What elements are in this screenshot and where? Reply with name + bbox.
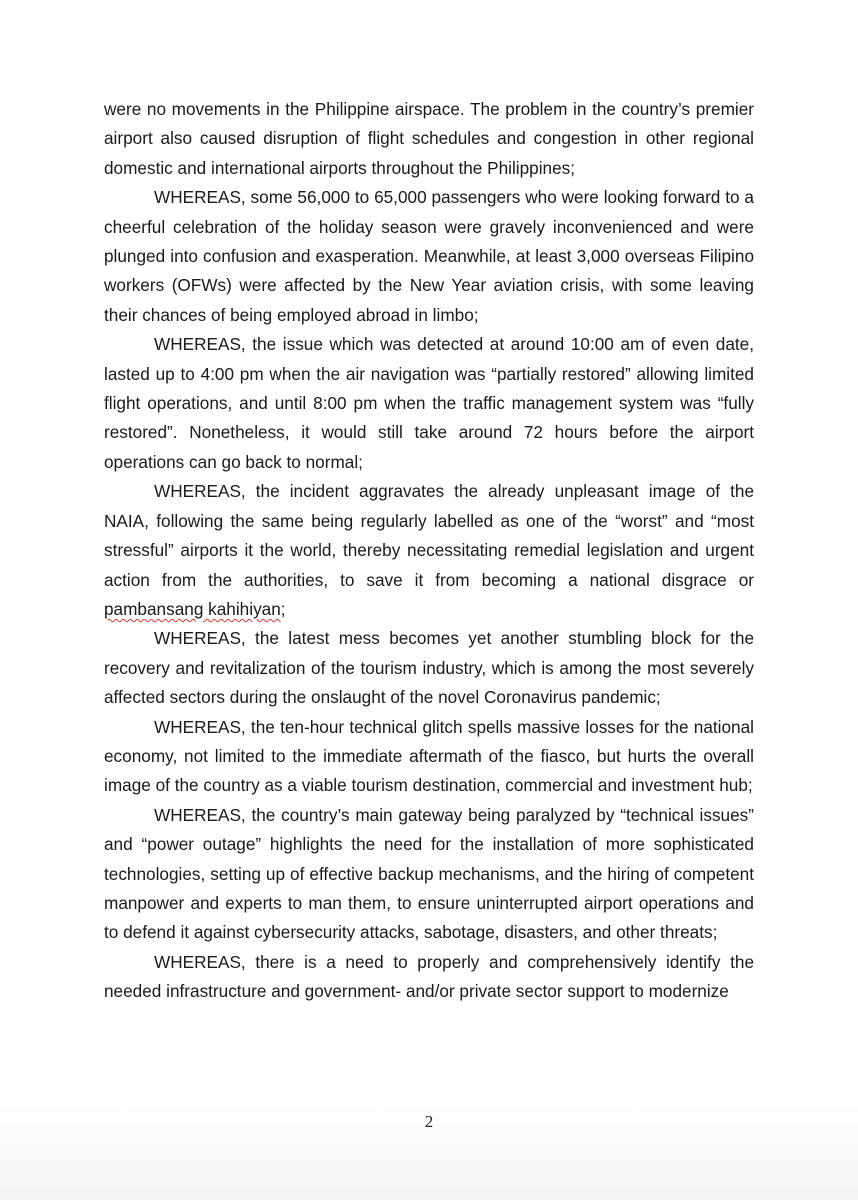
paragraph-4-text: WHEREAS, the incident aggravates the already unpleasant image of the NAIA, following the same being regularly labelled as one of the “worst” and “most stressful” airports it the world, thereby necessitating remedial legislation and urgent action from the authorities, to save it from becoming a national disgrace or bbox=[104, 481, 754, 590]
paragraph-1: were no movements in the Philippine airspace. The problem in the country’s premier airport also caused disruption of flight schedules and congestion in other regional domestic and international airports throughout the Philippines; bbox=[104, 99, 754, 178]
paragraph-5: WHEREAS, the latest mess becomes yet another stumbling block for the recovery and revitalization of the tourism industry, which is among the most severely affected sectors during the onslaught of the novel Coronavirus pandemic; bbox=[104, 628, 754, 708]
paragraph-7: WHEREAS, the country’s main gateway being paralyzed by “technical issues” and “power outage” highlights the need for the installation of more sophisticated technologies, setting up of effective backup mechanisms, and the hiring of competent manpower and experts to man them, to ensure uninterrupted airport operations and to defend it against cybersecurity attacks, sabotage, disasters, and other threats; bbox=[104, 804, 754, 943]
page-number: 2 bbox=[424, 1112, 434, 1131]
paragraph-4 bbox=[104, 477, 754, 624]
misspelled-phrase: pambansang kahihiyan bbox=[104, 598, 281, 619]
document-body bbox=[104, 95, 754, 1007]
paragraph-8: WHEREAS, there is a need to properly and comprehensively identify the needed infrastructure and government- and/or private sector support to modernize bbox=[104, 951, 754, 1002]
paragraph-6: WHEREAS, the ten-hour technical glitch spells massive losses for the national economy, not limited to the immediate aftermath of the fiasco, but hurts the overall image of the country as a viable tourism destination, commercial and investment hub; bbox=[104, 716, 754, 796]
paragraph-3: WHEREAS, the issue which was detected at around 10:00 am of even date, lasted up to 4:00 pm when the air navigation was “partially restored” allowing limited flight operations, and until 8:00 pm when the traffic management system was “fully restored”. Nonetheless, it would still take around 72 hours before the airport operations can go back to normal; bbox=[104, 334, 754, 472]
paragraph-4-end: ; bbox=[280, 598, 286, 619]
paragraph-2: WHEREAS, some 56,000 to 65,000 passengers who were looking forward to a cheerful celebration of the holiday season were gravely inconvenienced and were plunged into confusion and exasperation. Meanwhile, at least 3,000 overseas Filipino workers (OFWs) were affected by the New Year aviation crisis, with some leaving their chances of being employed abroad in limbo; bbox=[104, 187, 754, 325]
